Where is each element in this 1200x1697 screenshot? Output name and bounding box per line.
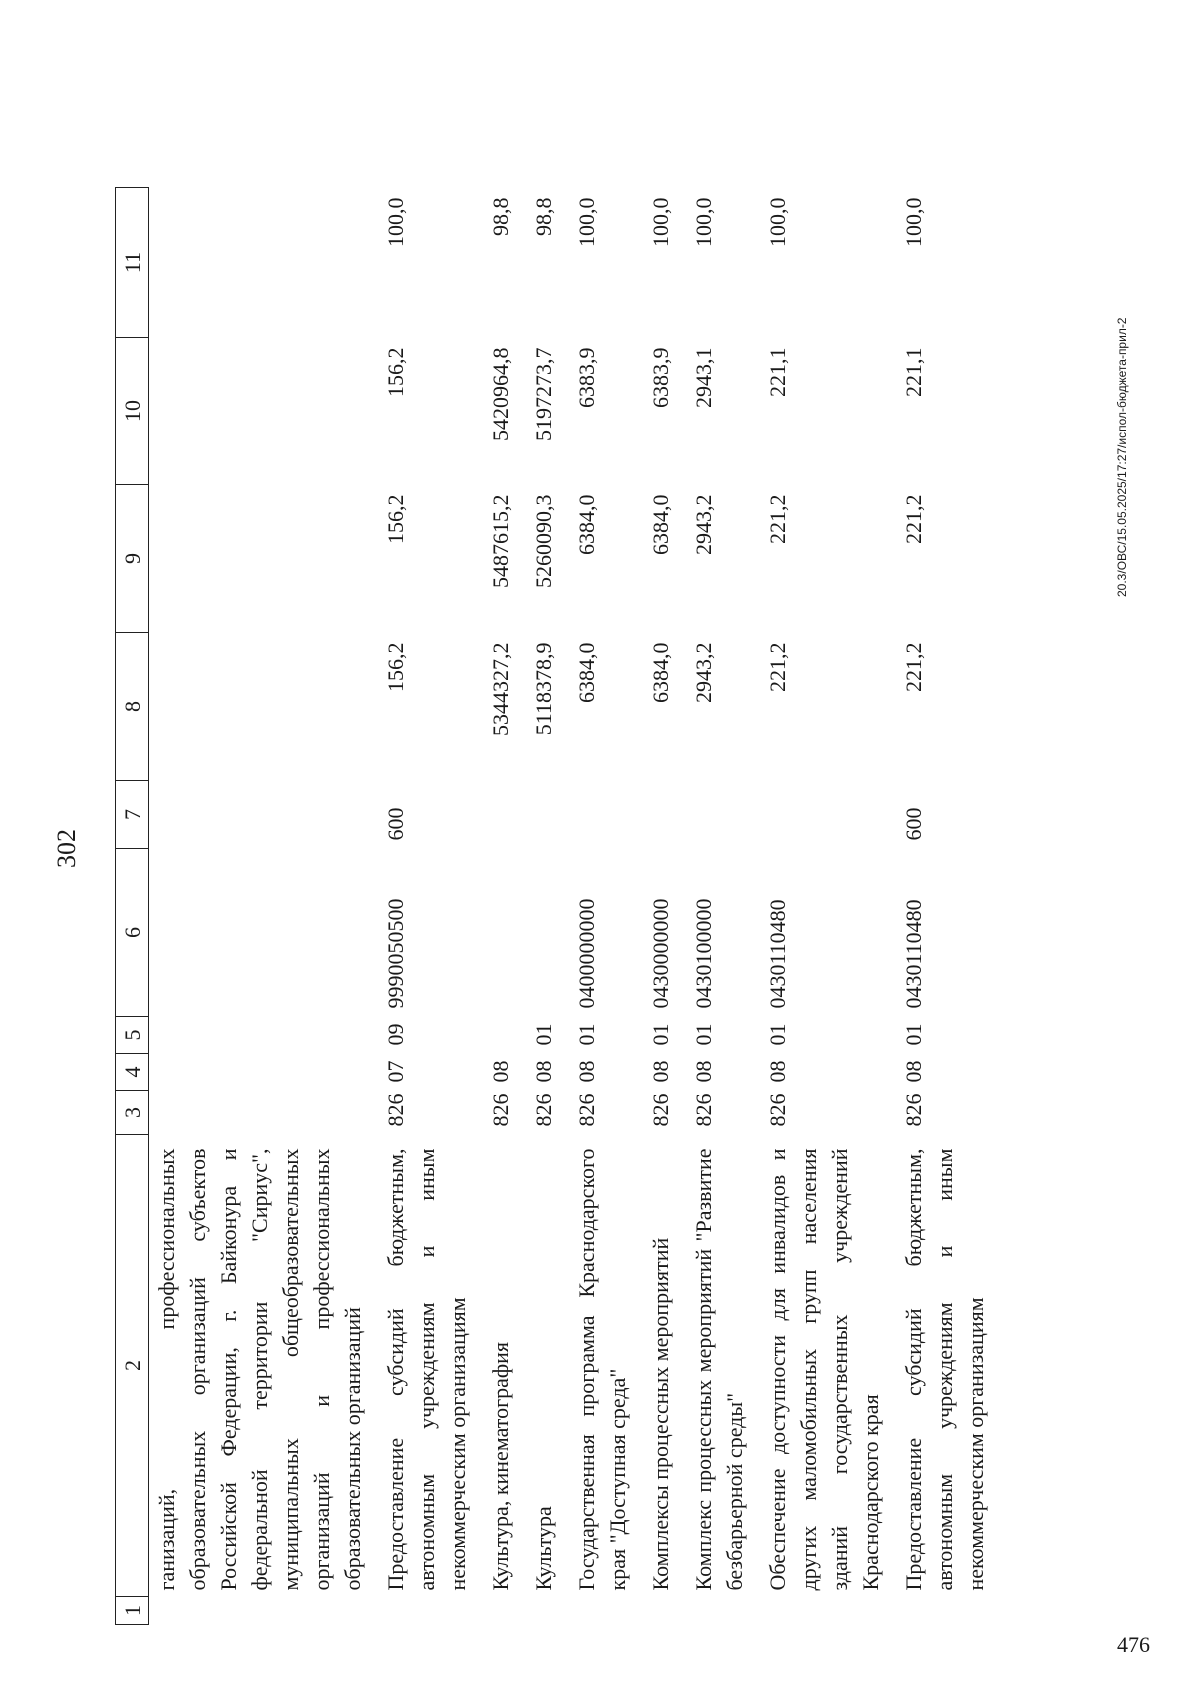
- cell-c3: 826: [901, 1093, 926, 1127]
- column-header: 7: [116, 781, 149, 849]
- cell-c11: 98,8: [488, 197, 513, 236]
- cell-c5: 01: [765, 1023, 790, 1046]
- table-row: [684, 188, 758, 1625]
- cell-c5: [481, 1017, 524, 1054]
- page-number: 302: [52, 829, 81, 868]
- table-row: [481, 188, 524, 1625]
- table-header-row: [116, 188, 149, 1625]
- cell-c4: 08: [901, 1060, 926, 1083]
- table-row: [894, 188, 999, 1625]
- cell-c9: 221,2: [901, 494, 926, 544]
- column-header: 9: [116, 485, 149, 633]
- column-header: 5: [116, 1017, 149, 1054]
- budget-table: [115, 187, 999, 1625]
- cell-c6: [524, 849, 567, 1017]
- cell-c7: [641, 781, 684, 849]
- cell-c5: 01: [574, 1023, 599, 1046]
- cell-c3: 826: [691, 1093, 716, 1127]
- cell-c8: 221,2: [901, 642, 926, 692]
- cell-c8: 221,2: [765, 642, 790, 692]
- cell-c11: 100,0: [648, 197, 673, 247]
- cell-c8: 2943,2: [691, 642, 716, 703]
- cell-c5: [149, 1017, 377, 1054]
- cell-c7: [684, 781, 758, 849]
- cell-c8: [149, 633, 377, 781]
- table-row: [524, 188, 567, 1625]
- cell-c6: 9990050500: [383, 898, 408, 1009]
- table-row: [567, 188, 641, 1625]
- cell-c5: 01: [691, 1023, 716, 1046]
- cell-c9: 221,2: [765, 494, 790, 544]
- column-header: 11: [116, 188, 149, 338]
- cell-c3: 826: [531, 1093, 556, 1127]
- cell-c3: 826: [383, 1093, 408, 1127]
- cell-c3: 826: [574, 1093, 599, 1127]
- cell-c7: [567, 781, 641, 849]
- cell-c6: [149, 849, 377, 1017]
- cell-c6: 0400000000: [574, 898, 599, 1009]
- cell-c3: 826: [488, 1093, 513, 1127]
- column-header: 2: [116, 1135, 149, 1597]
- cell-c7: [149, 781, 377, 849]
- cell-c10: 156,2: [383, 347, 408, 397]
- row-name: Комплексы процессных мероприятий: [648, 1237, 673, 1591]
- column-header: 10: [116, 338, 149, 485]
- cell-c6: 0430110480: [765, 899, 790, 1009]
- cell-c7: 600: [901, 807, 926, 841]
- cell-c10: 6383,9: [648, 347, 673, 408]
- cell-c8: 6384,0: [648, 642, 673, 703]
- cell-c10: 221,1: [901, 347, 926, 397]
- cell-c6: 0430000000: [648, 898, 673, 1009]
- column-header: 3: [116, 1091, 149, 1135]
- cell-c3: 826: [648, 1093, 673, 1127]
- cell-c11: 100,0: [765, 197, 790, 247]
- column-header: 4: [116, 1054, 149, 1091]
- cell-c9: 5487615,2: [488, 494, 513, 588]
- sheet-number: 476: [1117, 1632, 1150, 1657]
- cell-c4: 08: [488, 1060, 513, 1083]
- row-name: Комплекс процессных мероприятий "Развитие безбарьерной среды": [691, 1148, 747, 1591]
- cell-c5: 01: [648, 1023, 673, 1046]
- cell-c4: 08: [765, 1060, 790, 1083]
- table-row: [376, 188, 481, 1625]
- cell-c4: 08: [691, 1060, 716, 1083]
- cell-c10: 221,1: [765, 347, 790, 397]
- column-header: 1: [116, 1597, 149, 1625]
- cell-c6: [481, 849, 524, 1017]
- cell-c7: [481, 781, 524, 849]
- cell-c9: 6384,0: [574, 494, 599, 555]
- row-name: Культура: [531, 1506, 556, 1591]
- cell-c9: 2943,2: [691, 494, 716, 555]
- cell-c8: 156,2: [383, 642, 408, 692]
- row-name: Предоставление субсидий бюджетным, автономным учреждениям и иным некоммерческим организациям: [901, 1148, 988, 1591]
- cell-c11: 100,0: [901, 197, 926, 247]
- cell-c10: [149, 338, 377, 485]
- cell-c5: 01: [901, 1023, 926, 1046]
- cell-c9: [149, 485, 377, 633]
- cell-c9: 156,2: [383, 494, 408, 544]
- cell-c11: 98,8: [531, 197, 556, 236]
- cell-c7: [524, 781, 567, 849]
- row-name: ганизаций, профессиональных образовательных организаций субъектов Российской Федерации, г. Байконура и федеральной территории "Сириус", муниципальных общеобразовательных организаций и профессиональных образовательных организаций: [154, 1148, 365, 1591]
- document-footer-code: 20.3/ОВС/15.05.2025/17:27/испол-бюджета-прил-2: [1115, 317, 1129, 597]
- cell-c10: 5197273,7: [531, 347, 556, 441]
- table-row: [641, 188, 684, 1625]
- cell-c9: 5260090,3: [531, 494, 556, 588]
- cell-c11: 100,0: [383, 197, 408, 247]
- cell-c8: 5344327,2: [488, 642, 513, 736]
- row-name: Культура, кинематография: [488, 1341, 513, 1591]
- cell-c11: 100,0: [574, 197, 599, 247]
- cell-c10: 5420964,8: [488, 347, 513, 441]
- cell-c4: 08: [531, 1060, 556, 1083]
- cell-c4: 07: [383, 1060, 408, 1083]
- cell-c5: 09: [383, 1023, 408, 1046]
- row-name: Предоставление субсидий бюджетным, автономным учреждениям и иным некоммерческим организациям: [383, 1148, 470, 1591]
- row-name: Государственная программа Краснодарского края "Доступная среда": [574, 1148, 630, 1591]
- cell-c4: 08: [648, 1060, 673, 1083]
- cell-c9: 6384,0: [648, 494, 673, 555]
- table-row: [758, 188, 894, 1625]
- column-header: 8: [116, 633, 149, 781]
- cell-c8: 5118378,9: [531, 642, 556, 736]
- cell-c10: 2943,1: [691, 347, 716, 408]
- cell-c11: [149, 188, 377, 338]
- cell-c4: [149, 1054, 377, 1091]
- cell-c5: 01: [531, 1023, 556, 1046]
- table-row: [149, 188, 377, 1625]
- cell-c11: 100,0: [691, 197, 716, 247]
- cell-c6: 0430100000: [691, 898, 716, 1009]
- cell-c4: 08: [574, 1060, 599, 1083]
- cell-c6: 0430110480: [901, 899, 926, 1009]
- cell-c7: [758, 781, 894, 849]
- cell-c8: 6384,0: [574, 642, 599, 703]
- cell-c3: 826: [765, 1093, 790, 1127]
- cell-c10: 6383,9: [574, 347, 599, 408]
- cell-c7: 600: [383, 807, 408, 841]
- row-name: Обеспечение доступности для инвалидов и других маломобильных групп населения зданий государственных учреждений Краснодарского края: [765, 1148, 883, 1591]
- column-header: 6: [116, 849, 149, 1017]
- cell-c3: [149, 1091, 377, 1135]
